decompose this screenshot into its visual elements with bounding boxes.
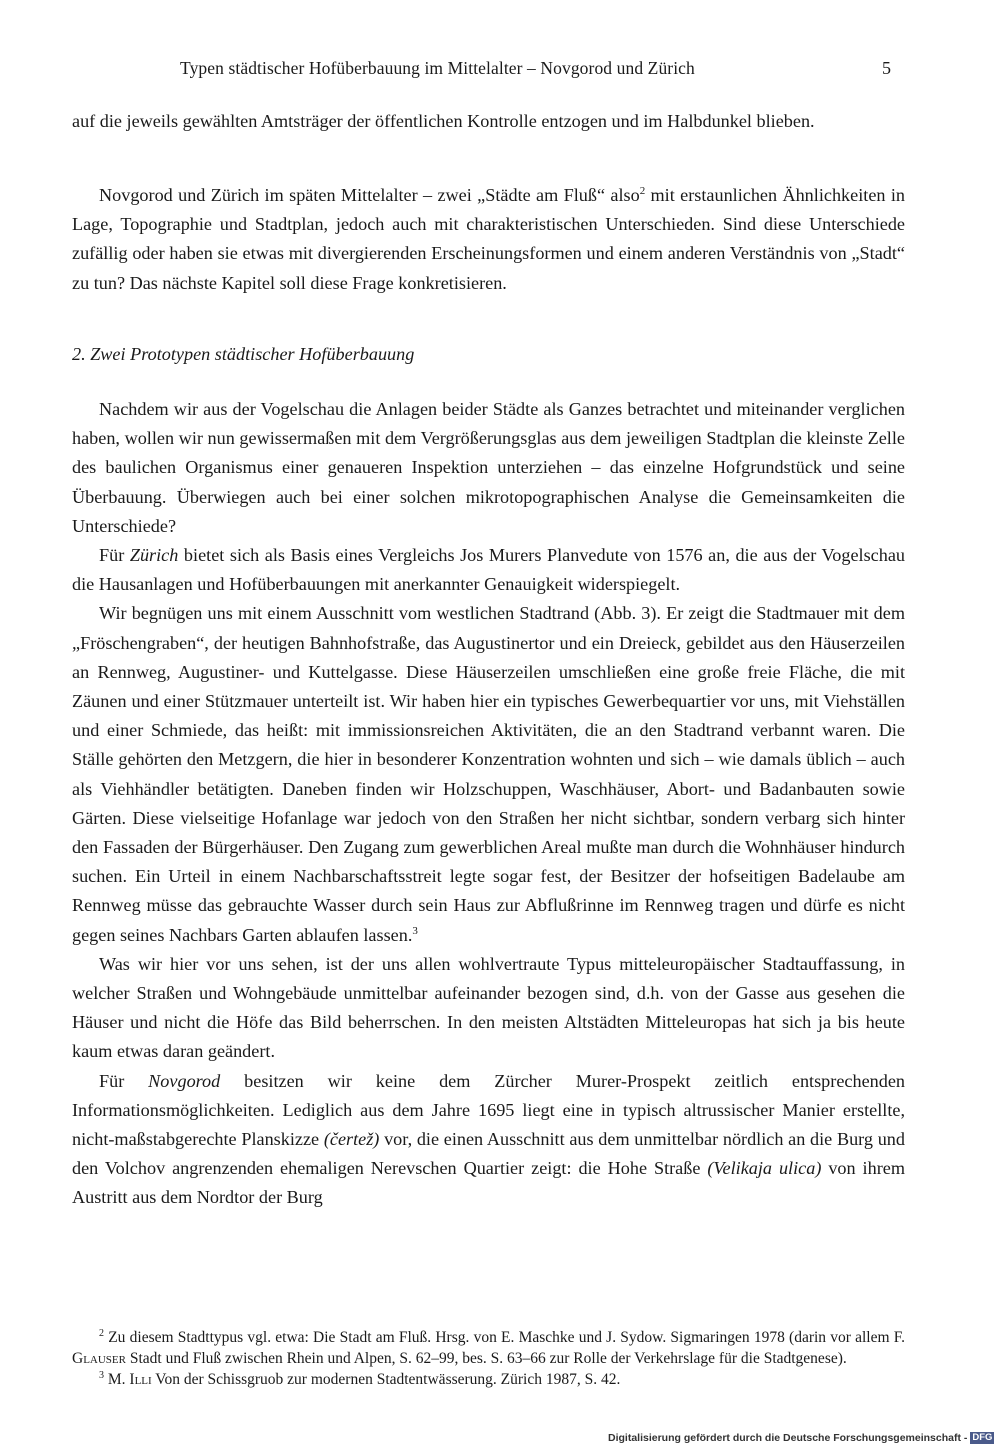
footnote-ref[interactable]: 2 [639, 184, 646, 197]
footnote: $^2$ Zu diesem Stadttypus vgl. etwa: Die Stadt am Fluß. Hrsg. von E. Maschke und J. Sydow. Sigmaringen 1978 (darin vor allem F. Glauser Stadt und Fluß zwischen Rhein und Alpen, S. 62–99, bes. S. 63–66 zur Rolle der Verkehrslage für die Stadtgenese). [72, 1327, 906, 1367]
section-heading: 2. Zwei Prototypen städtischer Hofüberbauung [72, 344, 415, 364]
footnotes [72, 1327, 905, 1390]
footnote-ref[interactable]: 3 [412, 924, 418, 937]
text-block-main [72, 395, 905, 1213]
paragraph: Novgorod und Zürich im späten Mittelalter – zwei „Städte am Fluß“ also$^2$ mit erstaunlichen Ähnlichkeiten in Lage, Topographie und Stadtplan, jedoch auch mit charakteristischen Unterschieden. Sind diese Unterschiede zufällig oder haben sie etwas mit divergierenden Erscheinungsformen und einem anderen Verständnis von „Stadt“ zu tun? Das nächste Kapitel soll diese Frage konkretisieren. [72, 184, 905, 293]
text-block-intro [72, 107, 905, 136]
paragraph: Für Zürich bietet sich als Basis eines Vergleichs Jos Murers Planvedute von 1576 an, die aus der Vogelschau die Hausanlagen und Hofüberbauungen mit anerkannter Genauigkeit widerspiegelt. [72, 545, 906, 595]
paragraph: auf die jeweils gewählten Amtsträger der öffentlichen Kontrolle entzogen und im Halbdunkel blieben. [72, 111, 815, 131]
paragraph: Nachdem wir aus der Vogelschau die Anlagen beider Städte als Ganzes betrachtet und miteinander verglichen haben, wollen wir nun gewissermaßen mit dem Vergrößerungsglas aus dem jeweiligen Stadtplan die kleinste Zelle des baulichen Organismus einer genaueren Inspektion unterziehen – das einzelne Hofgrundstück und seine Überbauung. Überwiegen auch bei einer solchen mikrotopographischen Analyse die Gemeinsamkeiten die Unterschiede? [72, 399, 905, 536]
digitization-footer: Digitalisierung gefördert durch die Deutsche Forschungsgemeinschaft - DFG [608, 1432, 993, 1444]
footnote: $^3$ M. Illi Von der Schissgruob zur modernen Stadtentwässerung. Zürich 1987, S. 42. [99, 1369, 621, 1388]
running-head: Typen städtischer Hofüberbauung im Mittelalter – Novgorod und Zürich [180, 58, 695, 78]
dfg-logo-icon: DFG [972, 1432, 993, 1444]
paragraph: Was wir hier vor uns sehen, ist der uns allen wohlvertraute Typus mitteleuropäischer Stadtauffassung, in welcher Straßen und Wohngebäude unmittelbar aufeinander bezogen sind, d.h. von der Gasse aus gesehen die Häuser und nicht die Höfe das Bild beherrschen. In den meisten Altstädten Mitteleuropas hat sich ja bis heute kaum etwas daran geändert. [72, 953, 905, 1062]
page-number: 5 [882, 58, 891, 78]
paragraph: Für Novgorod besitzen wir keine dem Zürcher Murer-Prospekt zeitlich entsprechenden Informationsmöglichkeiten. Lediglich aus dem Jahre 1695 liegt eine in typisch altrussischer Manier erstellte, nicht-maßstabgerechte Planskizze (čertež) vor, die einen Ausschnitt aus dem unmittelbar nördlich an die Burg und den Volchov angrenzenden ehemaligen Nerevschen Quartier zeigt: die Hohe Straße (Velikaja ulica) von ihrem Austritt aus dem Nordtor der Burg [72, 1070, 905, 1208]
text-block-cities [72, 181, 905, 298]
paragraph: Wir begnügen uns mit einem Ausschnitt vom westlichen Stadtrand (Abb. 3). Er zeigt die Stadtmauer mit dem „Fröschengraben“, der heutigen Bahnhofstraße, das Augustinertor und ein Dreieck, gebildet aus den Häuserzeilen an Rennweg, Augustiner- und Kuttelgasse. Diese Häuserzeilen umschließen eine große freie Fläche, die mit Zäunen und einer Stützmauer unterteilt ist. Wir haben hier ein typisches Gewerbequartier vor uns, mit Viehställen und einer Schmiede, das heißt: mit immissionsreichen Aktivitäten, die an den Stadtrand verbannt waren. Die Ställe gehörten den Metzgern, die hier in besonderer Konzentration wohnten und sich – wie damals üblich – auch als Viehhändler betätigten. Daneben finden wir Holzschuppen, Waschhäuser, Abort- und Badanbauten sowie Gärten. Diese vielseitige Hofanlage war jedoch von den Straßen her nicht sichtbar, sondern verbarg sich hinter den Fassaden der Bürgerhäuser. Den Zugang zum gewerblichen Areal mußte man durch die Wohnhäuser hindurch suchen. Ein Urteil in einem Nachbarschaftsstreit legte sogar fest, der Besitzer der hofseitigen Badelaube am Rennweg müsse das gebrauchte Wasser durch sein Haus zur Abflußrinne im Rennweg tragen und dürfe es nicht gegen seines Nachbars Garten ablaufen lassen.$^3$ [72, 603, 905, 945]
